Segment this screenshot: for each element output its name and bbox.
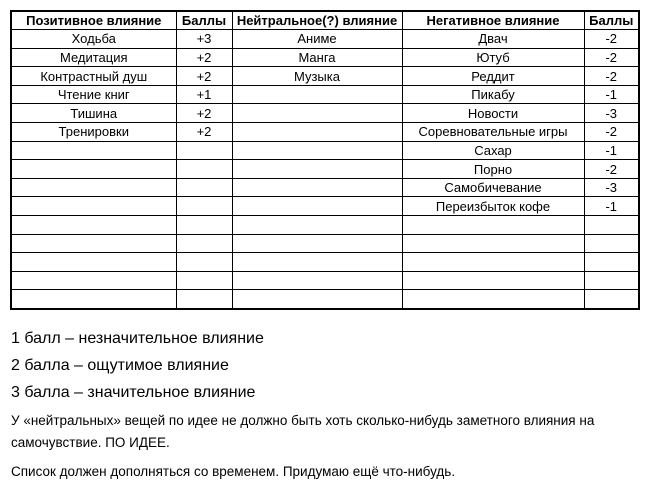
table-cell: +2: [176, 123, 232, 142]
table-row: [11, 48, 639, 67]
table-row: [11, 123, 639, 142]
table-cell: Аниме: [232, 30, 402, 49]
note-neutral-things-line2: самочувствие. ПО ИДЕЕ.: [11, 435, 170, 450]
table-cell: [232, 290, 402, 309]
table-cell: [176, 234, 232, 253]
table-cell: -2: [584, 48, 639, 67]
table-row: [11, 271, 639, 290]
table-cell: [232, 216, 402, 235]
table-cell: [584, 271, 639, 290]
table-cell: [232, 234, 402, 253]
table-cell: Медитация: [11, 48, 176, 67]
table-cell: -1: [584, 141, 639, 160]
table-cell: -2: [584, 160, 639, 179]
legend-line-2-points: 2 балла – ощутимое влияние: [11, 357, 229, 374]
table-cell: [584, 216, 639, 235]
table-header-row: [11, 11, 639, 30]
table-cell: -1: [584, 85, 639, 104]
table-cell: [584, 290, 639, 309]
note-neutral-things-line1: У «нейтральных» вещей по идее не должно быть хоть сколько-нибудь заметного влияния на: [11, 413, 595, 428]
table-cell: Ходьба: [11, 30, 176, 49]
table-row: [11, 85, 639, 104]
table-cell: [176, 160, 232, 179]
table-cell: Пикабу: [402, 85, 584, 104]
table-cell: [176, 141, 232, 160]
table-cell: Сахар: [402, 141, 584, 160]
table-cell: [11, 141, 176, 160]
table-cell: [232, 160, 402, 179]
table-cell: [232, 178, 402, 197]
table-cell: +1: [176, 85, 232, 104]
table-cell: Контрастный душ: [11, 67, 176, 86]
legend-line-1-point: 1 балл – незначительное влияние: [11, 330, 264, 347]
table-cell: Двач: [402, 30, 584, 49]
table-cell: [232, 253, 402, 272]
table-cell: [11, 290, 176, 309]
table-row: [11, 234, 639, 253]
table-cell: -2: [584, 123, 639, 142]
table-cell: [402, 234, 584, 253]
table-cell: -2: [584, 30, 639, 49]
table-cell: Соревновательные игры: [402, 123, 584, 142]
table-row: [11, 104, 639, 123]
table-cell: [402, 290, 584, 309]
table-cell: -2: [584, 67, 639, 86]
table-cell: +2: [176, 48, 232, 67]
table-body: [11, 30, 639, 309]
header-negative-influence: Негативное влияние: [402, 11, 584, 30]
table-cell: Переизбыток кофе: [402, 197, 584, 216]
header-neutral-influence: Нейтральное(?) влияние: [232, 11, 402, 30]
table-cell: -1: [584, 197, 639, 216]
table-cell: Музыка: [232, 67, 402, 86]
table-row: [11, 30, 639, 49]
table-cell: [176, 178, 232, 197]
table-cell: Манга: [232, 48, 402, 67]
table-cell: -3: [584, 104, 639, 123]
table-cell: [176, 197, 232, 216]
table-cell: Тренировки: [11, 123, 176, 142]
table-row: [11, 197, 639, 216]
table-cell: [232, 141, 402, 160]
table-cell: +2: [176, 104, 232, 123]
table-cell: Самобичевание: [402, 178, 584, 197]
table-cell: [11, 234, 176, 253]
table-cell: [11, 160, 176, 179]
table-cell: [232, 85, 402, 104]
table-cell: [402, 253, 584, 272]
table-cell: [11, 271, 176, 290]
table-cell: [232, 104, 402, 123]
table-cell: Чтение книг: [11, 85, 176, 104]
table-cell: [176, 271, 232, 290]
table-cell: [176, 216, 232, 235]
table-cell: Реддит: [402, 67, 584, 86]
table-cell: [232, 197, 402, 216]
table-cell: [11, 216, 176, 235]
table-cell: [232, 123, 402, 142]
table-cell: [176, 253, 232, 272]
notes-section: [11, 410, 594, 483]
table-cell: Тишина: [11, 104, 176, 123]
table-cell: [232, 271, 402, 290]
score-legend: [11, 325, 264, 406]
table-cell: [402, 271, 584, 290]
table-cell: [176, 290, 232, 309]
table-cell: [11, 178, 176, 197]
table-cell: [402, 216, 584, 235]
legend-line-3-points: 3 балла – значительное влияние: [11, 384, 256, 401]
table-row: [11, 290, 639, 309]
table-row: [11, 253, 639, 272]
table-row: [11, 67, 639, 86]
table-row: [11, 178, 639, 197]
table-cell: +3: [176, 30, 232, 49]
table-cell: [584, 253, 639, 272]
table-cell: Ютуб: [402, 48, 584, 67]
table-cell: [584, 234, 639, 253]
header-positive-influence: Позитивное влияние: [11, 11, 176, 30]
header-negative-points: Баллы: [584, 11, 639, 30]
influence-table: [10, 10, 640, 310]
table-row: [11, 141, 639, 160]
table-row: [11, 160, 639, 179]
note-list-will-grow: Список должен дополняться со временем. Придумаю ещё что-нибудь.: [11, 464, 456, 479]
table-row: [11, 216, 639, 235]
table-cell: [11, 253, 176, 272]
table-cell: Новости: [402, 104, 584, 123]
table-cell: -3: [584, 178, 639, 197]
table-cell: [11, 197, 176, 216]
table-cell: +2: [176, 67, 232, 86]
header-positive-points: Баллы: [176, 11, 232, 30]
table-cell: Порно: [402, 160, 584, 179]
